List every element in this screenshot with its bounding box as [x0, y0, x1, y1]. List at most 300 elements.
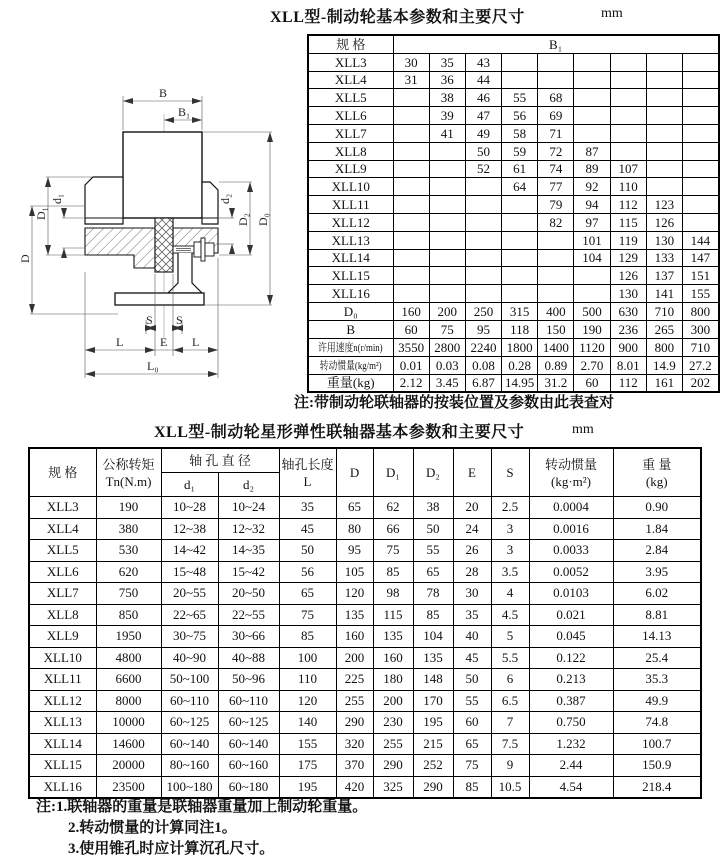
value-cell: 50~100 — [161, 669, 218, 691]
value-cell: 49.9 — [613, 690, 701, 712]
value-cell: 60 — [453, 712, 491, 734]
table1-note: 注:带制动轮联轴器的按装位置及参数由此表查对 — [294, 395, 614, 411]
table2-D-header: D — [336, 448, 373, 497]
b1-value-cell: 630 — [610, 302, 646, 320]
b1-value-cell: 95 — [465, 320, 501, 338]
value-cell: 255 — [373, 733, 413, 755]
value-cell: 60~160 — [218, 755, 279, 777]
table1-row — [308, 178, 719, 196]
b1-value-cell: 60 — [393, 320, 429, 338]
value-cell: 65 — [453, 733, 491, 755]
b1-value-cell: 123 — [646, 196, 682, 214]
value-cell: 80~160 — [161, 755, 218, 777]
b1-value-cell: 710 — [683, 338, 719, 356]
value-cell: 200 — [373, 690, 413, 712]
b1-value-cell — [502, 249, 538, 267]
value-cell: 14~42 — [161, 540, 218, 562]
dim-label-L0: L₀ — [147, 359, 159, 373]
value-cell: 1.232 — [529, 733, 613, 755]
coupling-drawing-svg — [18, 76, 302, 398]
b1-value-cell: 1400 — [538, 338, 574, 356]
footnotes — [36, 797, 367, 860]
value-cell: 150.9 — [613, 755, 701, 777]
dim-label-L-left: L — [116, 335, 124, 349]
b1-value-cell: 41 — [429, 124, 465, 142]
value-cell: 98 — [373, 583, 413, 605]
value-cell: 135 — [413, 647, 453, 669]
row-label: 转动惯量(kg/m²) — [308, 356, 393, 374]
b1-value-cell — [683, 196, 719, 214]
b1-value-cell: 0.89 — [538, 356, 574, 374]
b1-value-cell: 39 — [429, 107, 465, 125]
b1-value-cell — [393, 89, 429, 107]
b1-value-cell: 2.12 — [393, 374, 429, 392]
row-label: XLL9 — [308, 160, 393, 178]
value-cell: 4.54 — [529, 776, 613, 798]
value-cell: 22~65 — [161, 604, 218, 626]
value-cell: 100.7 — [613, 733, 701, 755]
value-cell: 35.3 — [613, 669, 701, 691]
b1-value-cell — [683, 160, 719, 178]
weight-header-line2: (kg) — [645, 473, 668, 489]
b1-value-cell: 36 — [429, 71, 465, 89]
b1-value-cell: 104 — [574, 249, 610, 267]
inertia-header-line2: (kg·m²) — [551, 473, 592, 489]
value-cell: 3.5 — [491, 561, 529, 583]
b1-value-cell: 112 — [610, 374, 646, 392]
value-cell: 325 — [373, 776, 413, 798]
value-cell: 20~55 — [161, 583, 218, 605]
b1-value-cell — [393, 178, 429, 196]
b1-value-cell: 52 — [465, 160, 501, 178]
b1-value-cell: 1800 — [502, 338, 538, 356]
b1-value-cell — [646, 160, 682, 178]
b1-value-cell — [502, 53, 538, 71]
value-cell: 3 — [491, 540, 529, 562]
brake-rim-bottom — [115, 293, 204, 305]
row-label: XLL10 — [29, 647, 96, 669]
value-cell: 100 — [279, 647, 336, 669]
b1-value-cell: 0.01 — [393, 356, 429, 374]
b1-value-cell — [646, 142, 682, 160]
b1-value-cell: 97 — [574, 213, 610, 231]
table1-row — [308, 142, 719, 160]
row-label: XLL5 — [308, 89, 393, 107]
value-cell: 160 — [336, 626, 373, 648]
b1-value-cell — [429, 196, 465, 214]
table2-row — [29, 647, 701, 669]
b1-value-cell — [610, 142, 646, 160]
b1-value-cell — [393, 160, 429, 178]
value-cell: 850 — [96, 604, 161, 626]
b1-value-cell: 59 — [502, 142, 538, 160]
value-cell: 0.750 — [529, 712, 613, 734]
value-cell: 55 — [413, 540, 453, 562]
b1-value-cell: 155 — [683, 285, 719, 303]
value-cell: 14.13 — [613, 626, 701, 648]
coupling-section-drawing — [18, 76, 302, 398]
value-cell: 3.95 — [613, 561, 701, 583]
value-cell: 50~96 — [218, 669, 279, 691]
value-cell: 85 — [413, 604, 453, 626]
b1-value-cell: 79 — [538, 196, 574, 214]
value-cell: 50 — [453, 669, 491, 691]
b1-value-cell: 71 — [538, 124, 574, 142]
b1-value-cell — [429, 285, 465, 303]
value-cell: 80 — [336, 518, 373, 540]
inertia-header-line1: 转动惯量 — [545, 456, 598, 472]
b1-value-cell — [393, 124, 429, 142]
value-cell: 180 — [373, 669, 413, 691]
table1-row — [308, 71, 719, 89]
table1-row — [308, 124, 719, 142]
b1-value-cell — [646, 71, 682, 89]
b1-value-cell: 77 — [538, 178, 574, 196]
b1-value-cell — [393, 107, 429, 125]
value-cell: 252 — [413, 755, 453, 777]
b1-value-cell — [574, 71, 610, 89]
value-cell: 56 — [279, 561, 336, 583]
row-label: XLL4 — [29, 518, 96, 540]
value-cell: 135 — [336, 604, 373, 626]
dim-label-L-right: L — [192, 335, 200, 349]
row-label: XLL13 — [29, 712, 96, 734]
b1-value-cell — [429, 249, 465, 267]
value-cell: 20000 — [96, 755, 161, 777]
b1-value-cell: 14.95 — [502, 374, 538, 392]
row-label: XLL8 — [308, 142, 393, 160]
value-cell: 15~48 — [161, 561, 218, 583]
b1-value-cell — [465, 178, 501, 196]
b1-value-cell — [683, 213, 719, 231]
value-cell: 14~35 — [218, 540, 279, 562]
b1-value-cell: 160 — [393, 302, 429, 320]
torque-header-line2: Tn(N.m) — [105, 473, 152, 489]
b1-value-cell: 129 — [610, 249, 646, 267]
table1-b1-header: B₁ — [393, 35, 719, 53]
b1-value-cell — [393, 196, 429, 214]
table1-row — [308, 267, 719, 285]
table2-row — [29, 497, 701, 519]
value-cell: 7.5 — [491, 733, 529, 755]
table2-row — [29, 733, 701, 755]
table1-row — [308, 249, 719, 267]
value-cell: 255 — [336, 690, 373, 712]
row-label: 许用速度n(r/min) — [308, 338, 393, 356]
b1-value-cell — [465, 249, 501, 267]
b1-value-cell: 72 — [538, 142, 574, 160]
table1-row — [308, 231, 719, 249]
value-cell: 30 — [453, 583, 491, 605]
table2-weight-header — [613, 448, 701, 497]
b1-value-cell: 68 — [538, 89, 574, 107]
b1-value-cell — [393, 267, 429, 285]
table2-row — [29, 669, 701, 691]
value-cell: 290 — [373, 755, 413, 777]
b1-value-cell — [502, 267, 538, 285]
value-cell: 45 — [453, 647, 491, 669]
b1-value-cell: 315 — [502, 302, 538, 320]
value-cell: 290 — [336, 712, 373, 734]
value-cell: 2.84 — [613, 540, 701, 562]
b1-value-cell — [574, 53, 610, 71]
value-cell: 4.5 — [491, 604, 529, 626]
table1-spec-header: 规 格 — [308, 35, 393, 53]
table1-row — [308, 374, 719, 392]
row-label: XLL9 — [29, 626, 96, 648]
value-cell: 0.0033 — [529, 540, 613, 562]
table1-row — [308, 107, 719, 125]
table2-borelength-header — [279, 448, 336, 497]
value-cell: 6600 — [96, 669, 161, 691]
value-cell: 40~90 — [161, 647, 218, 669]
b1-value-cell: 147 — [683, 249, 719, 267]
value-cell: 218.4 — [613, 776, 701, 798]
value-cell: 225 — [336, 669, 373, 691]
table1-header-row — [308, 35, 719, 53]
value-cell: 38 — [413, 497, 453, 519]
row-label: B — [308, 320, 393, 338]
value-cell: 0.0004 — [529, 497, 613, 519]
footnote-2: 2.转动惯量的计算同注1。 — [68, 820, 237, 836]
row-label: XLL14 — [308, 249, 393, 267]
dim-label-B1: B₁ — [178, 105, 191, 119]
b1-value-cell: 64 — [502, 178, 538, 196]
table2-S-header: S — [491, 448, 529, 497]
b1-value-cell — [465, 213, 501, 231]
value-cell: 60~110 — [161, 690, 218, 712]
value-cell: 750 — [96, 583, 161, 605]
table2-row — [29, 518, 701, 540]
coupling-parameter-table — [28, 447, 702, 799]
b1-value-cell — [538, 53, 574, 71]
b1-value-cell: 92 — [574, 178, 610, 196]
b1-value-cell: 27.2 — [683, 356, 719, 374]
value-cell: 105 — [336, 561, 373, 583]
value-cell: 190 — [96, 497, 161, 519]
value-cell: 290 — [413, 776, 453, 798]
table2-d2-header: d₂ — [218, 473, 279, 497]
table1-unit: mm — [601, 6, 623, 21]
b1-value-cell — [574, 124, 610, 142]
b1-value-cell: 58 — [502, 124, 538, 142]
b1-value-cell — [429, 213, 465, 231]
b1-value-cell — [574, 107, 610, 125]
borelength-header-line2: L — [303, 473, 312, 489]
left-hub-section — [85, 228, 155, 268]
dim-label-S-right: S — [176, 313, 183, 327]
b1-value-cell: 69 — [538, 107, 574, 125]
value-cell: 620 — [96, 561, 161, 583]
b1-value-cell: 60 — [574, 374, 610, 392]
b1-value-cell — [429, 178, 465, 196]
row-label: 重量(kg) — [308, 374, 393, 392]
row-label: XLL7 — [308, 124, 393, 142]
value-cell: 60~110 — [218, 690, 279, 712]
value-cell: 60~180 — [218, 776, 279, 798]
b1-value-cell — [538, 231, 574, 249]
b1-value-cell: 14.9 — [646, 356, 682, 374]
value-cell: 7 — [491, 712, 529, 734]
value-cell: 195 — [413, 712, 453, 734]
b1-value-cell: 150 — [538, 320, 574, 338]
row-label: XLL5 — [29, 540, 96, 562]
value-cell: 23500 — [96, 776, 161, 798]
value-cell: 6.5 — [491, 690, 529, 712]
row-label: D₀ — [308, 302, 393, 320]
value-cell: 20 — [453, 497, 491, 519]
b1-value-cell: 3550 — [393, 338, 429, 356]
table2-torque-header — [96, 448, 161, 497]
b1-value-cell: 43 — [465, 53, 501, 71]
value-cell: 175 — [279, 755, 336, 777]
table2-row — [29, 626, 701, 648]
footnote-3: 3.使用锥孔时应计算沉孔尺寸。 — [68, 841, 275, 857]
value-cell: 6.02 — [613, 583, 701, 605]
b1-value-cell — [610, 107, 646, 125]
dim-label-D2: D₂ — [236, 213, 250, 226]
value-cell: 65 — [336, 497, 373, 519]
row-label: XLL11 — [308, 196, 393, 214]
dim-label-d2: d₂ — [218, 193, 232, 204]
value-cell: 35 — [453, 604, 491, 626]
value-cell: 8000 — [96, 690, 161, 712]
footnote-1: 注:1.联轴器的重量是联轴器重量加上制动轮重量。 — [36, 799, 368, 815]
value-cell: 25.4 — [613, 647, 701, 669]
table2-d1-header: d₁ — [161, 473, 218, 497]
weight-header-line1: 重 量 — [642, 456, 672, 472]
value-cell: 9 — [491, 755, 529, 777]
b1-value-cell: 137 — [646, 267, 682, 285]
value-cell: 75 — [453, 755, 491, 777]
b1-value-cell: 107 — [610, 160, 646, 178]
value-cell: 1950 — [96, 626, 161, 648]
value-cell: 78 — [413, 583, 453, 605]
b1-value-cell: 2240 — [465, 338, 501, 356]
b1-value-cell: 6.87 — [465, 374, 501, 392]
b1-value-cell: 0.03 — [429, 356, 465, 374]
b1-value-cell — [465, 231, 501, 249]
row-label: XLL3 — [29, 497, 96, 519]
value-cell: 195 — [279, 776, 336, 798]
b1-value-cell: 141 — [646, 285, 682, 303]
b1-value-cell: 74 — [538, 160, 574, 178]
value-cell: 320 — [336, 733, 373, 755]
table2-row — [29, 755, 701, 777]
b1-value-cell: 250 — [465, 302, 501, 320]
value-cell: 60~140 — [218, 733, 279, 755]
b1-value-cell — [429, 142, 465, 160]
value-cell: 2.5 — [491, 497, 529, 519]
b1-value-cell — [646, 107, 682, 125]
value-cell: 24 — [453, 518, 491, 540]
b1-value-cell: 200 — [429, 302, 465, 320]
b1-value-cell — [646, 53, 682, 71]
b1-value-cell — [538, 249, 574, 267]
table2-row — [29, 583, 701, 605]
row-label: XLL11 — [29, 669, 96, 691]
table1-row — [308, 356, 719, 374]
value-cell: 30~75 — [161, 626, 218, 648]
b1-value-cell — [610, 53, 646, 71]
b1-value-cell: 55 — [502, 89, 538, 107]
b1-value-cell: 89 — [574, 160, 610, 178]
b1-value-cell — [502, 71, 538, 89]
value-cell: 6 — [491, 669, 529, 691]
table1-row — [308, 196, 719, 214]
b1-value-cell — [683, 124, 719, 142]
value-cell: 60~125 — [161, 712, 218, 734]
row-label: XLL15 — [29, 755, 96, 777]
b1-value-cell: 44 — [465, 71, 501, 89]
b1-value-cell: 2800 — [429, 338, 465, 356]
b1-value-cell: 0.28 — [502, 356, 538, 374]
b1-value-cell: 144 — [683, 231, 719, 249]
table2-E-header: E — [453, 448, 491, 497]
value-cell: 26 — [453, 540, 491, 562]
value-cell: 4 — [491, 583, 529, 605]
b1-value-cell — [393, 285, 429, 303]
b1-value-cell: 35 — [429, 53, 465, 71]
b1-value-cell: 47 — [465, 107, 501, 125]
b1-value-cell — [683, 71, 719, 89]
b1-value-cell: 115 — [610, 213, 646, 231]
value-cell: 5.5 — [491, 647, 529, 669]
value-cell: 10000 — [96, 712, 161, 734]
value-cell: 10.5 — [491, 776, 529, 798]
b1-value-cell — [502, 213, 538, 231]
value-cell: 60~140 — [161, 733, 218, 755]
table2-bore-header: 轴 孔 直 径 — [161, 448, 279, 473]
b1-value-cell: 800 — [646, 338, 682, 356]
value-cell: 85 — [373, 561, 413, 583]
b1-value-cell — [429, 267, 465, 285]
value-cell: 135 — [373, 626, 413, 648]
value-cell: 0.90 — [613, 497, 701, 519]
table2-row — [29, 712, 701, 734]
table1-title: XLL型-制动轮基本参数和主要尺寸 — [270, 9, 525, 26]
b1-value-cell — [502, 285, 538, 303]
table2-spec-header: 规 格 — [29, 448, 96, 497]
b1-value-cell: 94 — [574, 196, 610, 214]
value-cell: 148 — [413, 669, 453, 691]
b1-value-cell — [393, 249, 429, 267]
value-cell: 28 — [453, 561, 491, 583]
value-cell: 4800 — [96, 647, 161, 669]
row-label: XLL6 — [29, 561, 96, 583]
table2-row — [29, 776, 701, 798]
b1-value-cell: 130 — [610, 285, 646, 303]
value-cell: 62 — [373, 497, 413, 519]
value-cell: 50 — [279, 540, 336, 562]
b1-value-cell — [574, 89, 610, 107]
table1-row — [308, 285, 719, 303]
value-cell: 10~24 — [218, 497, 279, 519]
dim-label-D1: D₁ — [34, 207, 48, 220]
value-cell: 65 — [279, 583, 336, 605]
value-cell: 0.213 — [529, 669, 613, 691]
borelength-header-line1: 轴孔长度 — [281, 456, 334, 472]
b1-value-cell: 151 — [683, 267, 719, 285]
left-hub — [85, 177, 123, 224]
b1-value-cell: 710 — [646, 302, 682, 320]
value-cell: 0.021 — [529, 604, 613, 626]
row-label: XLL16 — [308, 285, 393, 303]
b1-value-cell: 50 — [465, 142, 501, 160]
value-cell: 75 — [279, 604, 336, 626]
table1-row — [308, 53, 719, 71]
b1-value-cell: 38 — [429, 89, 465, 107]
